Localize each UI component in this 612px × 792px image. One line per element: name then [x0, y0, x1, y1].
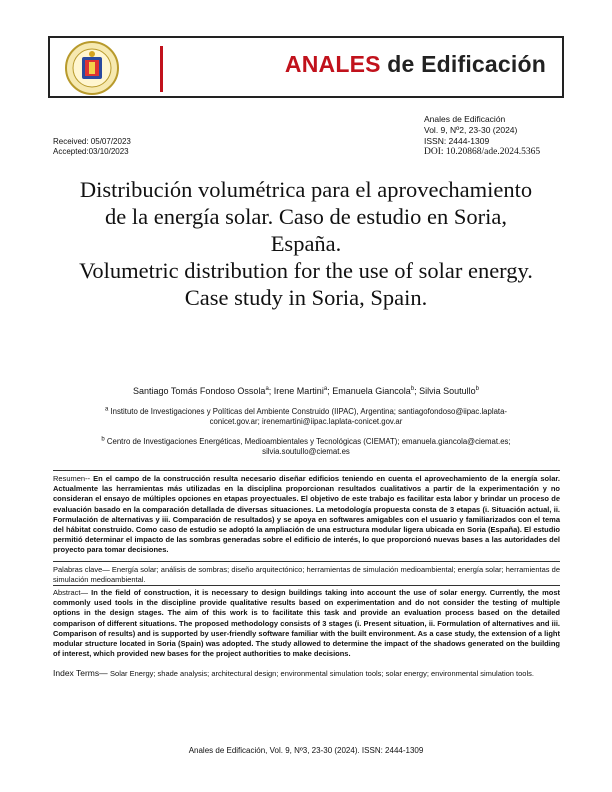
title-line: España. [270, 231, 342, 256]
page-footer: Anales de Edificación, Vol. 9, Nº3, 23-30 (2024). ISSN: 2444-1309 [188, 746, 424, 755]
journal-volume: Vol. 9, Nº2, 23-30 (2024) [424, 125, 518, 135]
title-line: Case study in Soria, Spain. [184, 285, 428, 310]
resumen: Resumen-- En el campo de la construcción resulta necesario diseñar edificios teniendo en cuenta el aprovechamiento de la energía solar. Actualmente las herramientas más utilizadas en la disciplina proporcionan resultados cualitativos a partir de la experimentación y no consideran el ensayo de múltiples opciones en etapas proyectuales. El objetivo de este trabajo es facilitar esta labor y brindar un proceso de evaluación basado en la comparación detallada de diversas situaciones. La metodología propuesta consta de 3 etapas (i. Situación actual, ii. Formulación de alternativas y iii. Comparación de resultados) y se apoya en softwares amigables con el usuario y familiarizados con el tema del hábitat construido. Como caso de estudio se adoptó la ampliación de una estructura modular ligera ubicada en Soria (España). El estudio permitió determinar el impacto de las sombras generadas sobre el edificio de interés, lo que proporcionó nuevas bases a las autoridades del proyecto para tomar decisiones. [53, 474, 560, 555]
palabras-clave: Palabras clave— Energía solar; análisis de sombras; diseño arquitectónico; herramientas de simulación medioambiental; energía solar; herramientas de simulación medioambiental. [53, 565, 560, 585]
title-line: Volumetric distribution for the use of solar energy. [79, 258, 533, 283]
divider [53, 585, 560, 586]
author: Irene Martini [273, 386, 324, 396]
journal-name: Anales de Edificación [424, 114, 506, 124]
paper-title [40, 176, 572, 311]
author: Emanuela Giancola [332, 386, 411, 396]
index-terms: Index Terms— Solar Energy; shade analysis; architectural design; environmental simulation tools; solar energy; environmental simulation tools. [53, 668, 534, 678]
banner-title: ANALES de Edificación [284, 51, 546, 77]
divider [53, 470, 560, 471]
author-list: Santiago Tomás Fondoso Ossola$^a$; Irene Martini$^a$; Emanuela Giancola$^b$; Silvia Soutullo$^b$ [133, 386, 479, 396]
received-date: Received: 05/07/2023 [53, 137, 131, 146]
author: Santiago Tomás Fondoso Ossola [133, 386, 266, 396]
title-line: Distribución volumétrica para el aprovechamiento [79, 177, 533, 202]
journal-issn: ISSN: 2444-1309 [424, 136, 490, 146]
journal-doi: DOI: 10.20868/ade.2024.5365 [424, 147, 541, 157]
received-dates [53, 137, 131, 157]
journal-banner [48, 36, 564, 98]
affiliation-a: $^a$ Instituto de Investigaciones y Políticas del Ambiente Construido (IIPAC), Argentina; santiagofondoso@iipac.laplata-conicet.gov.ar; irenemartini@iipac.laplata-conicet.gov.ar [104, 406, 508, 426]
affiliation-b: $^b$ Centro de Investigaciones Energéticas, Medioambientales y Tecnológicas (CIEMAT); emanuela.giancola@ciemat.es; silvia.soutullo@ciemat.es [101, 436, 511, 456]
author: Silvia Soutullo [419, 386, 476, 396]
journal-info [424, 114, 540, 158]
accepted-date: Accepted:03/10/2023 [53, 147, 129, 156]
abstract: Abstract— In the field of construction, it is necessary to design buildings taking into account the use of solar energy. Currently, the most commonly used tools in the discipline provide qualitative results based on experimentation and do not consider the testing of multiple options in the design stages. The aim of this work is to facilitate this task and provide an evaluation process based on the detailed comparison of different situations. The proposed methodology consists of 3 stages (i. Present situation, ii. Formulation of alternatives and iii. Comparison of results) and is supported by user-friendly software familiar with the built environment. As a case study, the extension of a light modular structure located in Soria (Spain) was adopted. The study allowed to determine the impact of the shadows generated on the building of interest, which provided new bases for the project authorities to make decisions. [53, 588, 560, 659]
title-line: de la energía solar. Caso de estudio en Soria, [105, 204, 507, 229]
divider [53, 561, 560, 562]
